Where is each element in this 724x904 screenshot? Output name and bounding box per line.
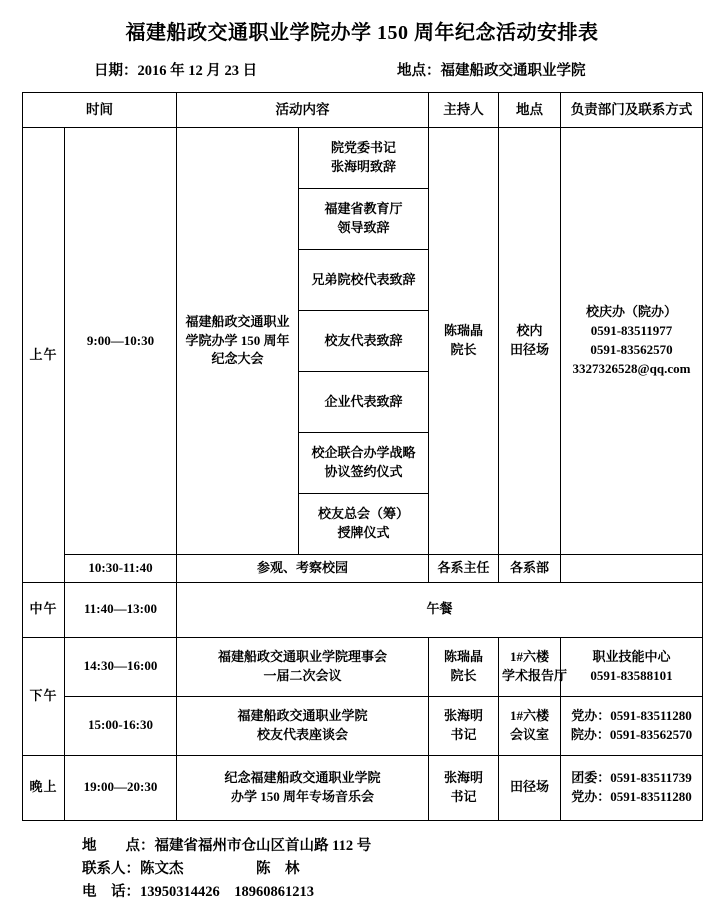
cell-content-morning-2: 参观、考察校园 (177, 555, 429, 583)
dept-line: 0591-83588101 (590, 667, 673, 683)
cell-place-morning-2: 各系部 (499, 555, 561, 583)
dept-line: 院办：0591-83562570 (570, 726, 693, 742)
cell-content-afternoon-2 (177, 696, 429, 755)
cell-subitem-3 (299, 250, 429, 311)
footer-contact-label: 联系人： (82, 861, 140, 878)
cell-host-evening (429, 755, 499, 820)
cell-host-morning-1 (429, 128, 499, 555)
subitem-line: 兄弟院校代表致辞 (311, 271, 416, 287)
subitem-line: 张海明致辞 (330, 159, 396, 174)
cell-time-morning-1: 9:00—10:30 (65, 128, 177, 555)
subitem-line: 院党委书记 (330, 140, 396, 156)
cell-period-afternoon: 下午 (23, 637, 65, 755)
schedule-table (22, 92, 703, 821)
content-line: 办学 150 周年专场音乐会 (230, 788, 374, 804)
subitem-line: 校企联合办学战略 (311, 445, 416, 461)
dept-line: 校庆办（院办） (585, 304, 677, 320)
table-row (23, 555, 703, 583)
cell-time-afternoon-1: 14:30—16:00 (65, 637, 177, 696)
host-line: 张海明 (443, 770, 483, 785)
cell-dept-morning-1 (561, 128, 703, 555)
cell-content-evening (177, 755, 429, 820)
cell-subitem-5 (299, 372, 429, 433)
place-line: 1#六楼 (509, 649, 549, 664)
footer-address-label: 地 点： (82, 837, 155, 854)
footer-phone (82, 881, 702, 904)
cell-subitem-2 (299, 189, 429, 250)
header-host: 主持人 (429, 93, 499, 128)
footer-address (82, 835, 702, 858)
dept-line: 0591-83511977 (590, 323, 673, 339)
subitem-line: 领导致辞 (337, 220, 390, 235)
header-place: 地点 (499, 93, 561, 128)
cell-place-afternoon-1 (499, 637, 568, 696)
cell-host-morning-2: 各系主任 (429, 555, 499, 583)
cell-place-morning-1 (499, 128, 561, 555)
dept-line: 职业技能中心 (592, 649, 671, 664)
content-line: 福建船政交通职业学院理事会 (217, 649, 387, 664)
cell-subitem-6 (299, 433, 429, 494)
content-line: 福建船政交通职业学院 (237, 708, 368, 723)
subitem-line: 企业代表致辞 (324, 393, 403, 409)
cell-dept-evening (561, 755, 703, 820)
content-line: 纪念福建船政交通职业学院 (224, 770, 381, 785)
host-line: 陈瑞晶 (443, 323, 483, 339)
table-row (23, 637, 703, 696)
cell-place-evening: 田径场 (499, 755, 561, 820)
cell-host-afternoon-1 (429, 637, 499, 696)
cell-period-morning: 上午 (23, 128, 65, 583)
host-line: 张海明 (443, 708, 483, 723)
cell-time-evening: 19:00—20:30 (65, 755, 177, 820)
place-line: 田径场 (509, 342, 549, 357)
host-line: 陈瑞晶 (443, 649, 483, 664)
content-line: 校友代表座谈会 (256, 726, 348, 742)
header-dept: 负责部门及联系方式 (561, 93, 703, 128)
cell-subitem-1 (299, 128, 429, 189)
cell-period-noon: 中午 (23, 582, 65, 637)
cell-subitem-4 (299, 311, 429, 372)
cell-time-morning-2: 10:30-11:40 (65, 555, 177, 583)
header-content: 活动内容 (177, 93, 429, 128)
cell-place-afternoon-2 (499, 696, 561, 755)
subitem-line: 校友代表致辞 (324, 332, 403, 348)
place-line: 1#六楼 (509, 708, 549, 723)
dept-line: 党办：0591-83511280 (571, 708, 692, 723)
host-line: 书记 (450, 788, 477, 804)
footer-address-value: 福建省福州市仓山区首山路 112 号 (154, 837, 372, 854)
table-row (23, 128, 703, 189)
cell-content-morning-1: 福建船政交通职业学院办学 150 周年纪念大会 (177, 128, 299, 555)
content-line: 一届二次会议 (263, 667, 342, 683)
header-time: 时间 (23, 93, 177, 128)
host-line: 院长 (450, 667, 477, 683)
table-row (23, 755, 703, 820)
cell-time-noon: 11:40—13:00 (65, 582, 177, 637)
table-row (23, 696, 703, 755)
dept-line: 3327326528@qq.com (572, 360, 691, 376)
cell-subitem-7 (299, 494, 429, 555)
subitem-line: 校友总会（筹） (317, 506, 409, 522)
dept-line: 0591-83562570 (590, 342, 673, 357)
cell-time-afternoon-2: 15:00-16:30 (65, 696, 177, 755)
footer (22, 835, 702, 904)
cell-content-noon: 午餐 (177, 582, 703, 637)
host-line: 书记 (450, 726, 477, 742)
page-title: 福建船政交通职业学院办学 150 周年纪念活动安排表 (125, 22, 599, 44)
cell-content-afternoon-1 (177, 637, 429, 696)
footer-phone-value: 13950314426 18960861213 (140, 884, 314, 901)
meta-row (22, 59, 702, 80)
dept-line: 党办：0591-83511280 (571, 788, 692, 804)
cell-dept-afternoon-2 (561, 696, 703, 755)
host-line: 院长 (450, 342, 477, 357)
place-line: 学术报告厅 (502, 667, 568, 683)
place-line: 会议室 (509, 726, 549, 742)
subitem-line: 福建省教育厅 (324, 201, 403, 217)
dept-line: 团委：0591-83511739 (571, 770, 692, 785)
subitem-line: 授牌仪式 (337, 525, 390, 540)
cell-host-afternoon-2 (429, 696, 499, 755)
table-row (23, 582, 703, 637)
footer-phone-label: 电 话： (82, 884, 140, 901)
table-header-row (23, 93, 703, 128)
place-line: 校内 (516, 323, 543, 339)
meta-place: 地点：福建船政交通职业学院 (396, 63, 586, 79)
subitem-line: 协议签约仪式 (324, 464, 403, 479)
footer-contact-value: 陈文杰 陈 林 (140, 861, 300, 878)
meta-date: 日期：2016 年 12 月 23 日 (94, 63, 258, 79)
cell-dept-afternoon-1 (561, 637, 703, 696)
footer-contact (82, 858, 702, 881)
cell-period-evening: 晚上 (23, 755, 65, 820)
cell-dept-morning-2 (561, 555, 703, 583)
